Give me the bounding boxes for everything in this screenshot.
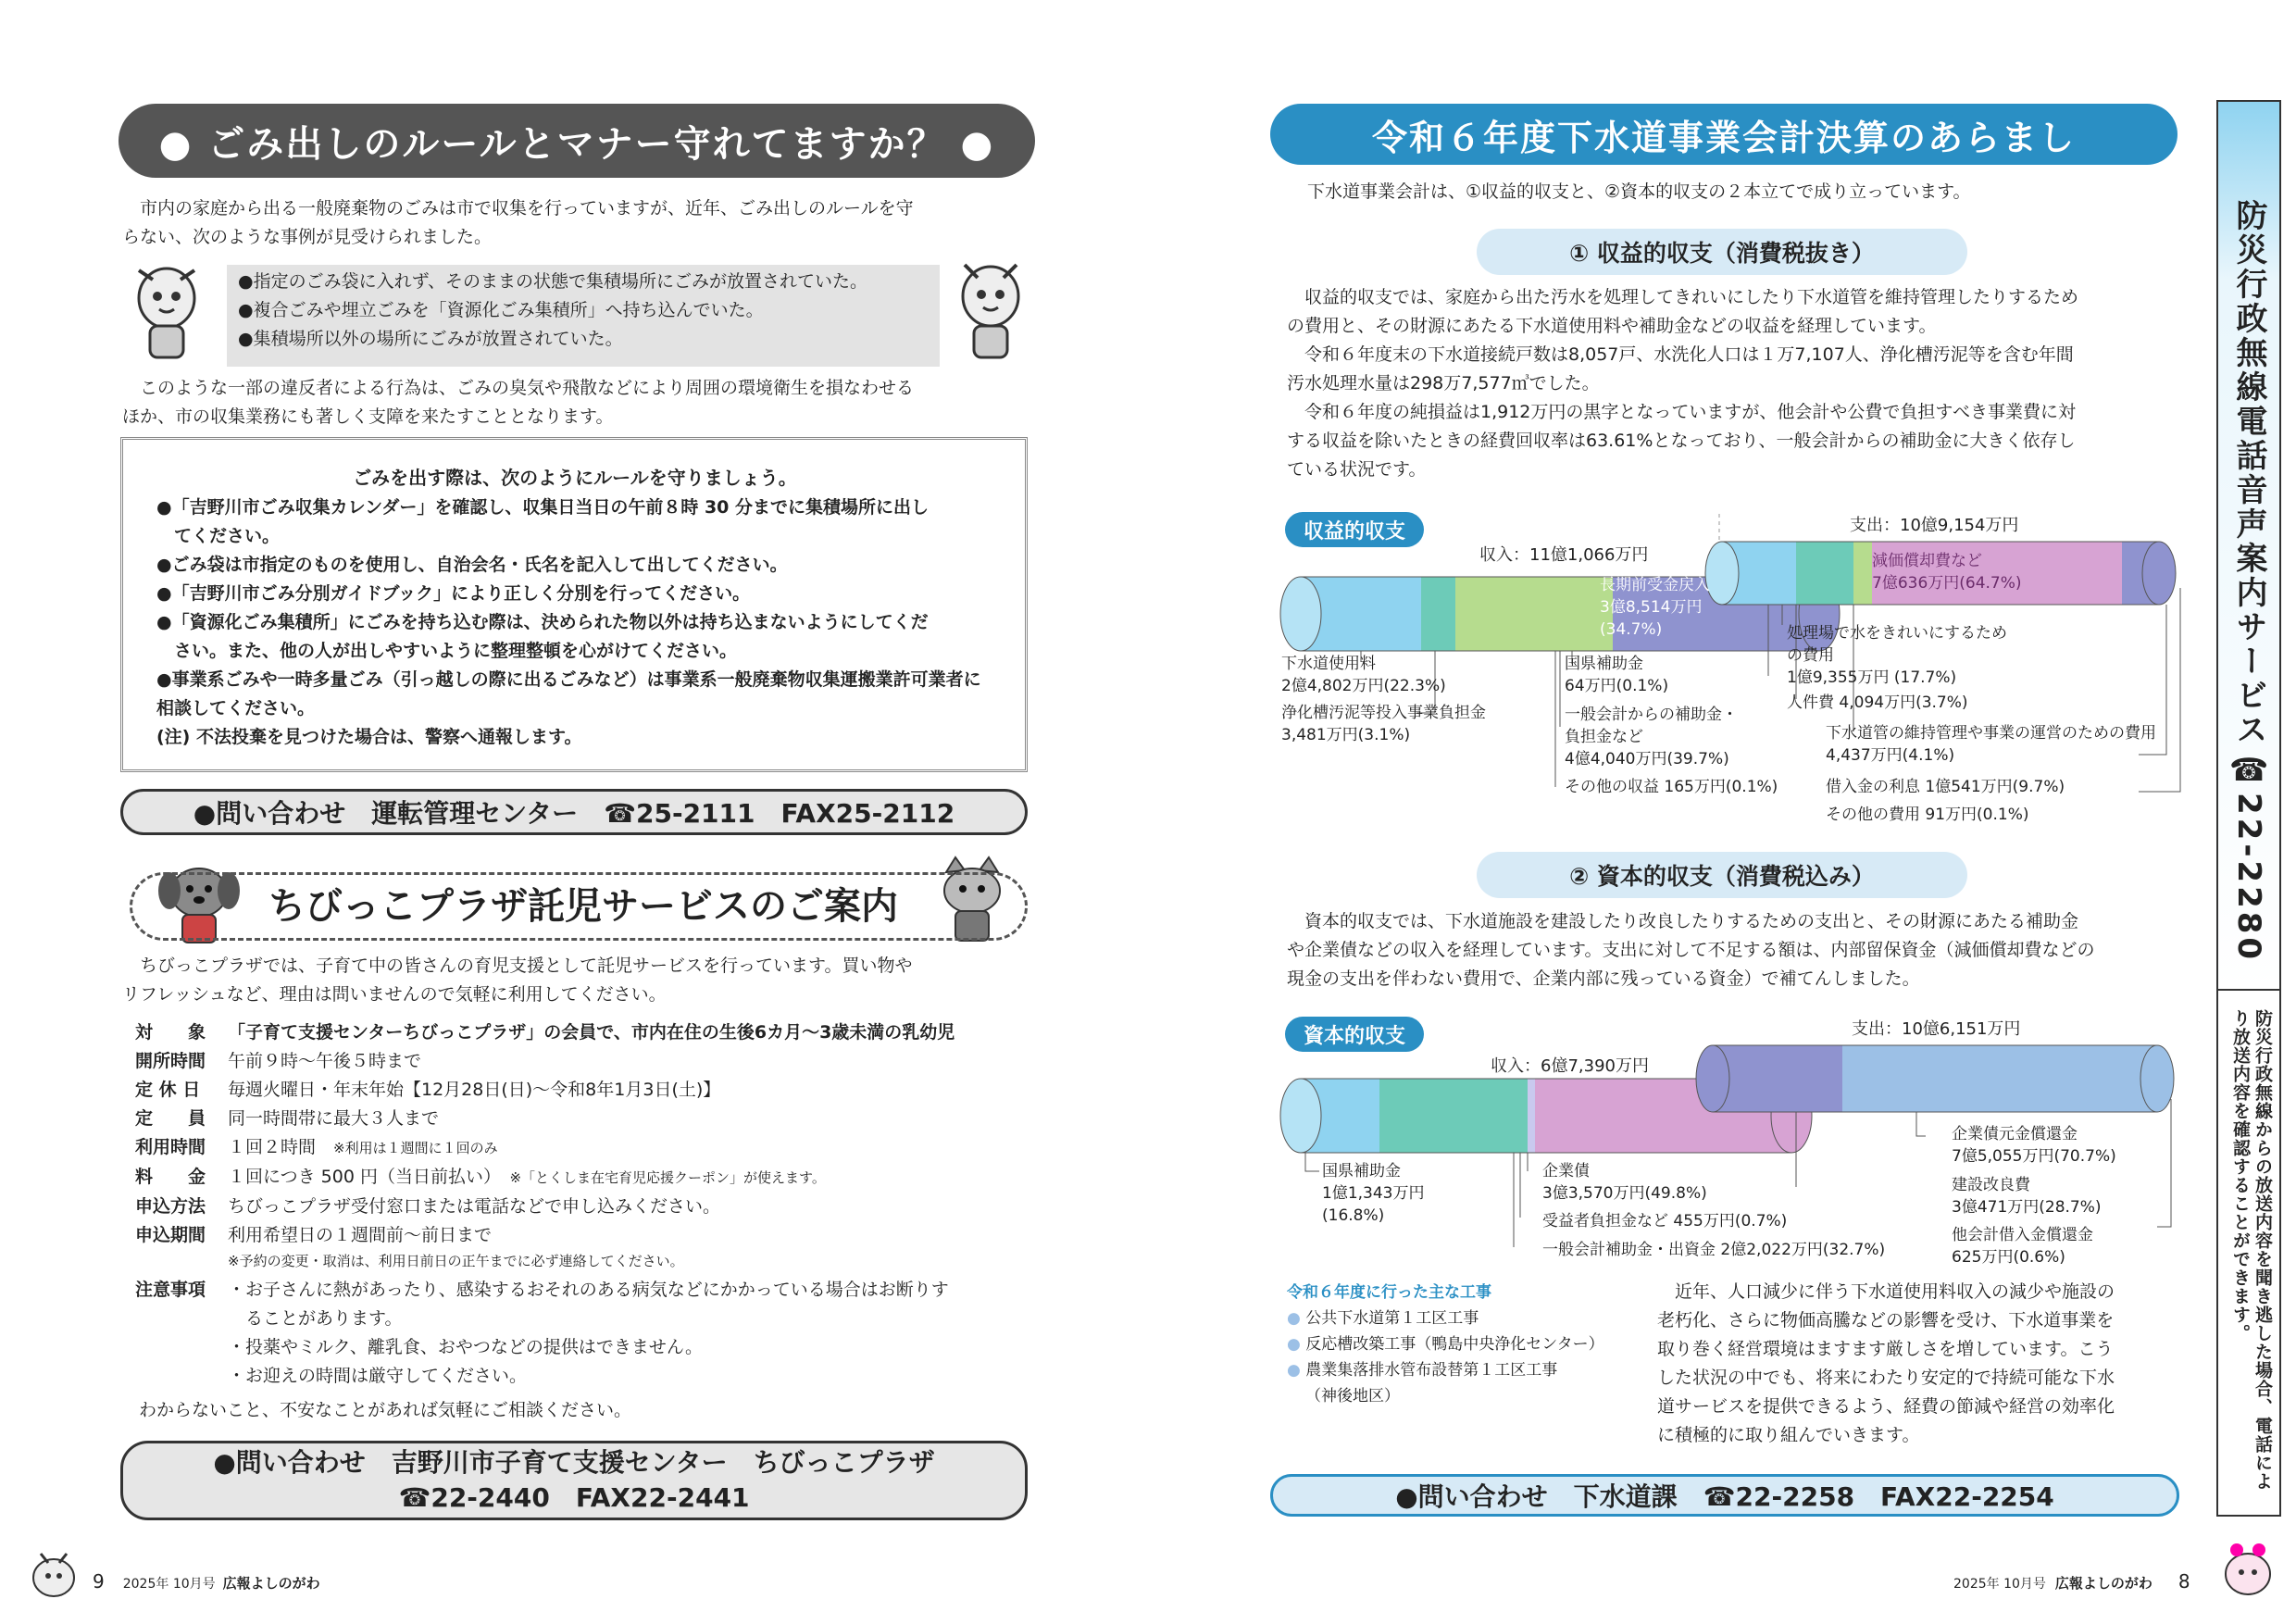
- sec1-label-other-income: その他の収益 165万円(0.1%): [1565, 778, 1778, 796]
- row-closed: 定 休 日 毎週火曜日・年末年始【12月28日(日)〜令和8年1月3日(土)】: [135, 1080, 721, 1100]
- footer-mascot-right-icon: [2218, 1541, 2277, 1600]
- garbage-intro: 市内の家庭から出る一般廃棄物のごみは市で収集を行っていますが、近年、ごみ出しのルールを守 らない、次のような事例が見受けられました。: [122, 198, 914, 247]
- rule-item: ●「資源化ごみ集積所」にごみを持ち込む際は、決められた物以外は持ち込まないようにしてくだ: [156, 612, 929, 632]
- works-title: 令和６年度に行った主な工事: [1287, 1283, 1491, 1302]
- sec1-expense-label: 支出：10億9,154万円: [1850, 516, 2019, 535]
- sec1-label-general: 一般会計からの補助金・負担金など 4億4,040万円(39.7%): [1565, 706, 1738, 768]
- sec1-label-other-expense: その他の費用 91万円(0.1%): [1826, 806, 2029, 824]
- sec2-income-label: 収入：6億7,390万円: [1491, 1056, 1649, 1076]
- footer-right: [1953, 1570, 2190, 1593]
- sec2-paras: 資本的収支では、下水道施設を建設したり改良したりするための支出と、その財源にあたる補助金 や企業債などの収入を経理しています。支出に対して不足する額は、内部留保資金（減価償却費などの 現金の支出を伴わない費用で、企業内部に残っている資金）で補てんしました。: [1287, 911, 2095, 989]
- sec2-heading: ② 資本的収支（消費税込み）: [1477, 852, 1967, 898]
- publication-name: 広報よしのがわ: [2054, 1575, 2152, 1592]
- sewer-closing: 近年、人口減少に伴う下水道使用料収入の減少や施設の 老朽化、さらに物価高騰などの影響を受け、下水道事業を 取り巻く経営環境はますます厳しさを増しています。こう した状況の中でも、将来にわたり安定的で持続可能な下水 道サービスを提供できるよう、経費の節減や経営の効率化 に積極的に取り組んでいきます。: [1657, 1281, 2115, 1445]
- row-time: 利用時間 １回２時間 ※利用は１週間に１回のみ: [135, 1137, 498, 1157]
- work-item: ● 反応槽改築工事（鴨島中央浄化センター）: [1287, 1335, 1604, 1354]
- sec1-label-treatment: 処理場で水をきれいにするための費用 1億9,355万円 (17.7%): [1787, 624, 2007, 687]
- garbage-contact: ●問い合わせ 運転管理センター ☎25-2111 FAX25-2112: [120, 789, 1028, 835]
- sewer-contact: ●問い合わせ 下水道課 ☎22-2258 FAX22-2254: [1270, 1474, 2179, 1517]
- issue-label: 2025年 10月号: [122, 1577, 216, 1592]
- sec2-badge: 資本的収支: [1285, 1017, 1424, 1052]
- publication-name: 広報よしのがわ: [222, 1575, 320, 1592]
- row-period-note: ※予約の変更・取消は、利用日前日の正午までに必ず連絡してください。: [228, 1253, 684, 1269]
- sec2-label-beneficiary: 受益者負担金など 455万円(0.7%): [1542, 1212, 1788, 1230]
- page-number: 8: [2177, 1570, 2190, 1593]
- sec1-income-label: 収入：11億1,066万円: [1479, 545, 1649, 565]
- case-item: ●複合ごみや埋立ごみを「資源化ごみ集積所」へ持ち込んでいた。: [238, 300, 764, 320]
- sewer-intro: 下水道事業会計は、①収益的収支と、②資本的収支の２本立てで成り立っています。: [1307, 181, 1971, 202]
- capital-expense-cylinder: [1696, 1045, 2174, 1112]
- row-method: 申込方法 ちびっこプラザ受付窓口または電話などで申し込みください。: [135, 1196, 721, 1217]
- work-item: ● 農業集落排水管布設替第１工区工事: [1287, 1361, 1558, 1380]
- sec1-label-long-term: 長期前受金戻入 3億8,514万円 (34.7%): [1600, 576, 1710, 639]
- rule-item: ●「吉野川市ごみ分別ガイドブック」により正しく分別を行ってください。: [156, 583, 751, 604]
- sec2-expense-label: 支出：10億6,151万円: [1852, 1019, 2021, 1039]
- sidebar-phone: ☎22-2280: [2230, 752, 2267, 964]
- chibikko-contact: ●問い合わせ 吉野川市子育て支援センター ちびっこプラザ ☎22-2440 FAX22-2441: [120, 1441, 1028, 1520]
- sec2-label-bond-principal: 企業債元金償還金 7億5,055万円(70.7%): [1952, 1125, 2116, 1166]
- work-item: ● 公共下水道第１工区工事: [1287, 1309, 1479, 1328]
- sec1-label-usage-fee: 下水道使用料 2億4,802万円(22.3%): [1281, 655, 1446, 695]
- sec1-heading: ① 収益的収支（消費税抜き）: [1477, 229, 1967, 275]
- sec2-label-general: 一般会計補助金・出資金 2億2,022万円(32.7%): [1542, 1241, 1886, 1259]
- rule-item: さい。また、他の人が出しやすいように整理整頓を心がけてください。: [156, 641, 738, 661]
- sec1-label-maintenance: 下水道管の維持管理や事業の運営のための費用 4,437万円(4.1%): [1826, 724, 2156, 765]
- garbage-warning: このような一部の違反者による行為は、ごみの臭気や飛散などにより周囲の環境衛生を損なわせる ほか、市の収集業務にも著しく支障を来たすこととなります。: [122, 378, 915, 427]
- chibikko-closing: わからないこと、不安なことがあれば気軽にご相談ください。: [139, 1400, 632, 1420]
- works-box: [1287, 1280, 1657, 1409]
- sewer-title: 令和６年度下水道事業会計決算のあらまし: [1270, 104, 2177, 165]
- row-capacity: 定 員 同一時間帯に最大３人まで: [135, 1108, 440, 1129]
- work-item: （神後地区）: [1305, 1387, 1400, 1405]
- sidebar-title: 防災行政無線電話音声案内サービス: [2230, 199, 2267, 747]
- garbage-title: ● ごみ出しのルールとマナー守れてますか？ ●: [119, 104, 1035, 178]
- row-period: 申込期間 利用希望日の１週間前〜前日まで: [135, 1225, 493, 1245]
- row-notes: 注意事項 ・お子さんに熱があったり、感染するおそれのある病気などにかかっている場合はお断りす ることがあります。 ・投薬やミルク、離乳食、おやつなどの提供はできません。 ・お迎えの時間は厳守してください。: [135, 1280, 949, 1386]
- rule-item: てください。: [156, 526, 281, 546]
- rules-heading: ごみを出す際は、次のようにルールを守りましょう。: [353, 467, 797, 489]
- chibikko-intro: ちびっこプラザでは、子育て中の皆さんの育児支援として託児サービスを行っています。買い物や リフレッシュなど、理由は問いませんので気軽に利用してください。: [122, 956, 913, 1005]
- sec1-paras: 収益的収支では、家庭から出た汚水を処理してきれいにしたり下水道管を維持管理したりするため の費用と、その財源にあたる下水道使用料や補助金などの収益を経理しています。 令和６年度末の下水道接続戸数は8,057戸、水洗化人口は１万7,107人、浄化槽汚泥等を含む年間 汚水処理水量は298万7,577㎥でした。 令和６年度の純損益は1,912万円の黒字となっていますが、他会計や公費で負担すべき事業費に対 する収益を除いたときの経費回収率は63.61%となっており、一般会計からの補助金に大きく依存し ている状況です。: [1287, 287, 2079, 480]
- sec1-label-personnel: 人件費 4,094万円(3.7%): [1787, 693, 1968, 712]
- rule-note: (注) 不法投棄を見つけた場合は、警察へ通報します。: [156, 727, 582, 747]
- footer-mascot-left-icon: [28, 1548, 80, 1600]
- garbage-cases-box: [227, 265, 940, 367]
- sec2-label-gov: 国県補助金 1億1,343万円 (16.8%): [1322, 1162, 1425, 1225]
- rules-box: [120, 437, 1028, 772]
- row-fee: 料 金 １回につき 500 円（当日前払い） ※「とくしま在宅育児応援クーポン」が使えます。: [135, 1167, 826, 1187]
- row-target: 対 象 「子育て支援センターちびっこプラザ」の会員で、市内在住の生後6カ月〜3歳未満の乳幼児: [135, 1022, 955, 1043]
- case-item: ●集積場所以外の場所にごみが放置されていた。: [238, 329, 623, 349]
- case-item: ●指定のごみ袋に入れず、そのままの状態で集積場所にごみが放置されていた。: [238, 271, 868, 292]
- chibikko-rows: [135, 1018, 1042, 1391]
- sec1-badge: 収益的収支: [1285, 512, 1424, 547]
- rule-item: ●ごみ袋は市指定のものを使用し、自治会名・氏名を記入して出してください。: [156, 555, 788, 575]
- sec2-label-other-loan: 他会計借入金償還金 625万円(0.6%): [1952, 1226, 2093, 1267]
- sidebar-divider: [2218, 989, 2279, 991]
- sec2-label-bonds: 企業債 3億3,570万円(49.8%): [1542, 1162, 1707, 1203]
- rule-item: ●「吉野川市ごみ収集カレンダー」を確認し、収集日当日の午前８時 30 分までに集積場所に出し: [156, 497, 930, 518]
- sec1-label-septic: 浄化槽汚泥等投入事業負担金 3,481万円(3.1%): [1281, 704, 1486, 744]
- sidebar-desc: 防災行政無線からの放送内容を聞き逃した場合、電話により放送内容を確認することができます。: [2230, 1009, 2273, 1491]
- footer-left: [93, 1570, 320, 1593]
- sec2-label-construction: 建設改良費 3億471万円(28.7%): [1952, 1176, 2102, 1217]
- sec1-label-interest: 借入金の利息 1億541万円(9.7%): [1826, 778, 2065, 796]
- sec1-label-gov-subsidy: 国県補助金 64万円(0.1%): [1565, 655, 1669, 695]
- sec1-label-depreciation: 減価償却費など 7億636万円(64.7%): [1872, 552, 2022, 593]
- rule-item: ●事業系ごみや一時多量ごみ（引っ越しの際に出るごみなど）は事業系一般廃棄物収集運搬業許可業者に相談してください。: [156, 669, 981, 718]
- page-number: 9: [93, 1570, 105, 1593]
- mascot-right-icon: [954, 257, 1028, 364]
- issue-label: 2025年 10月号: [1953, 1577, 2046, 1592]
- row-hours: 開所時間 午前９時〜午後５時まで: [135, 1051, 422, 1071]
- mascot-left-icon: [130, 261, 204, 363]
- chibikko-title: ちびっこプラザ託児サービスのご案内: [268, 885, 898, 928]
